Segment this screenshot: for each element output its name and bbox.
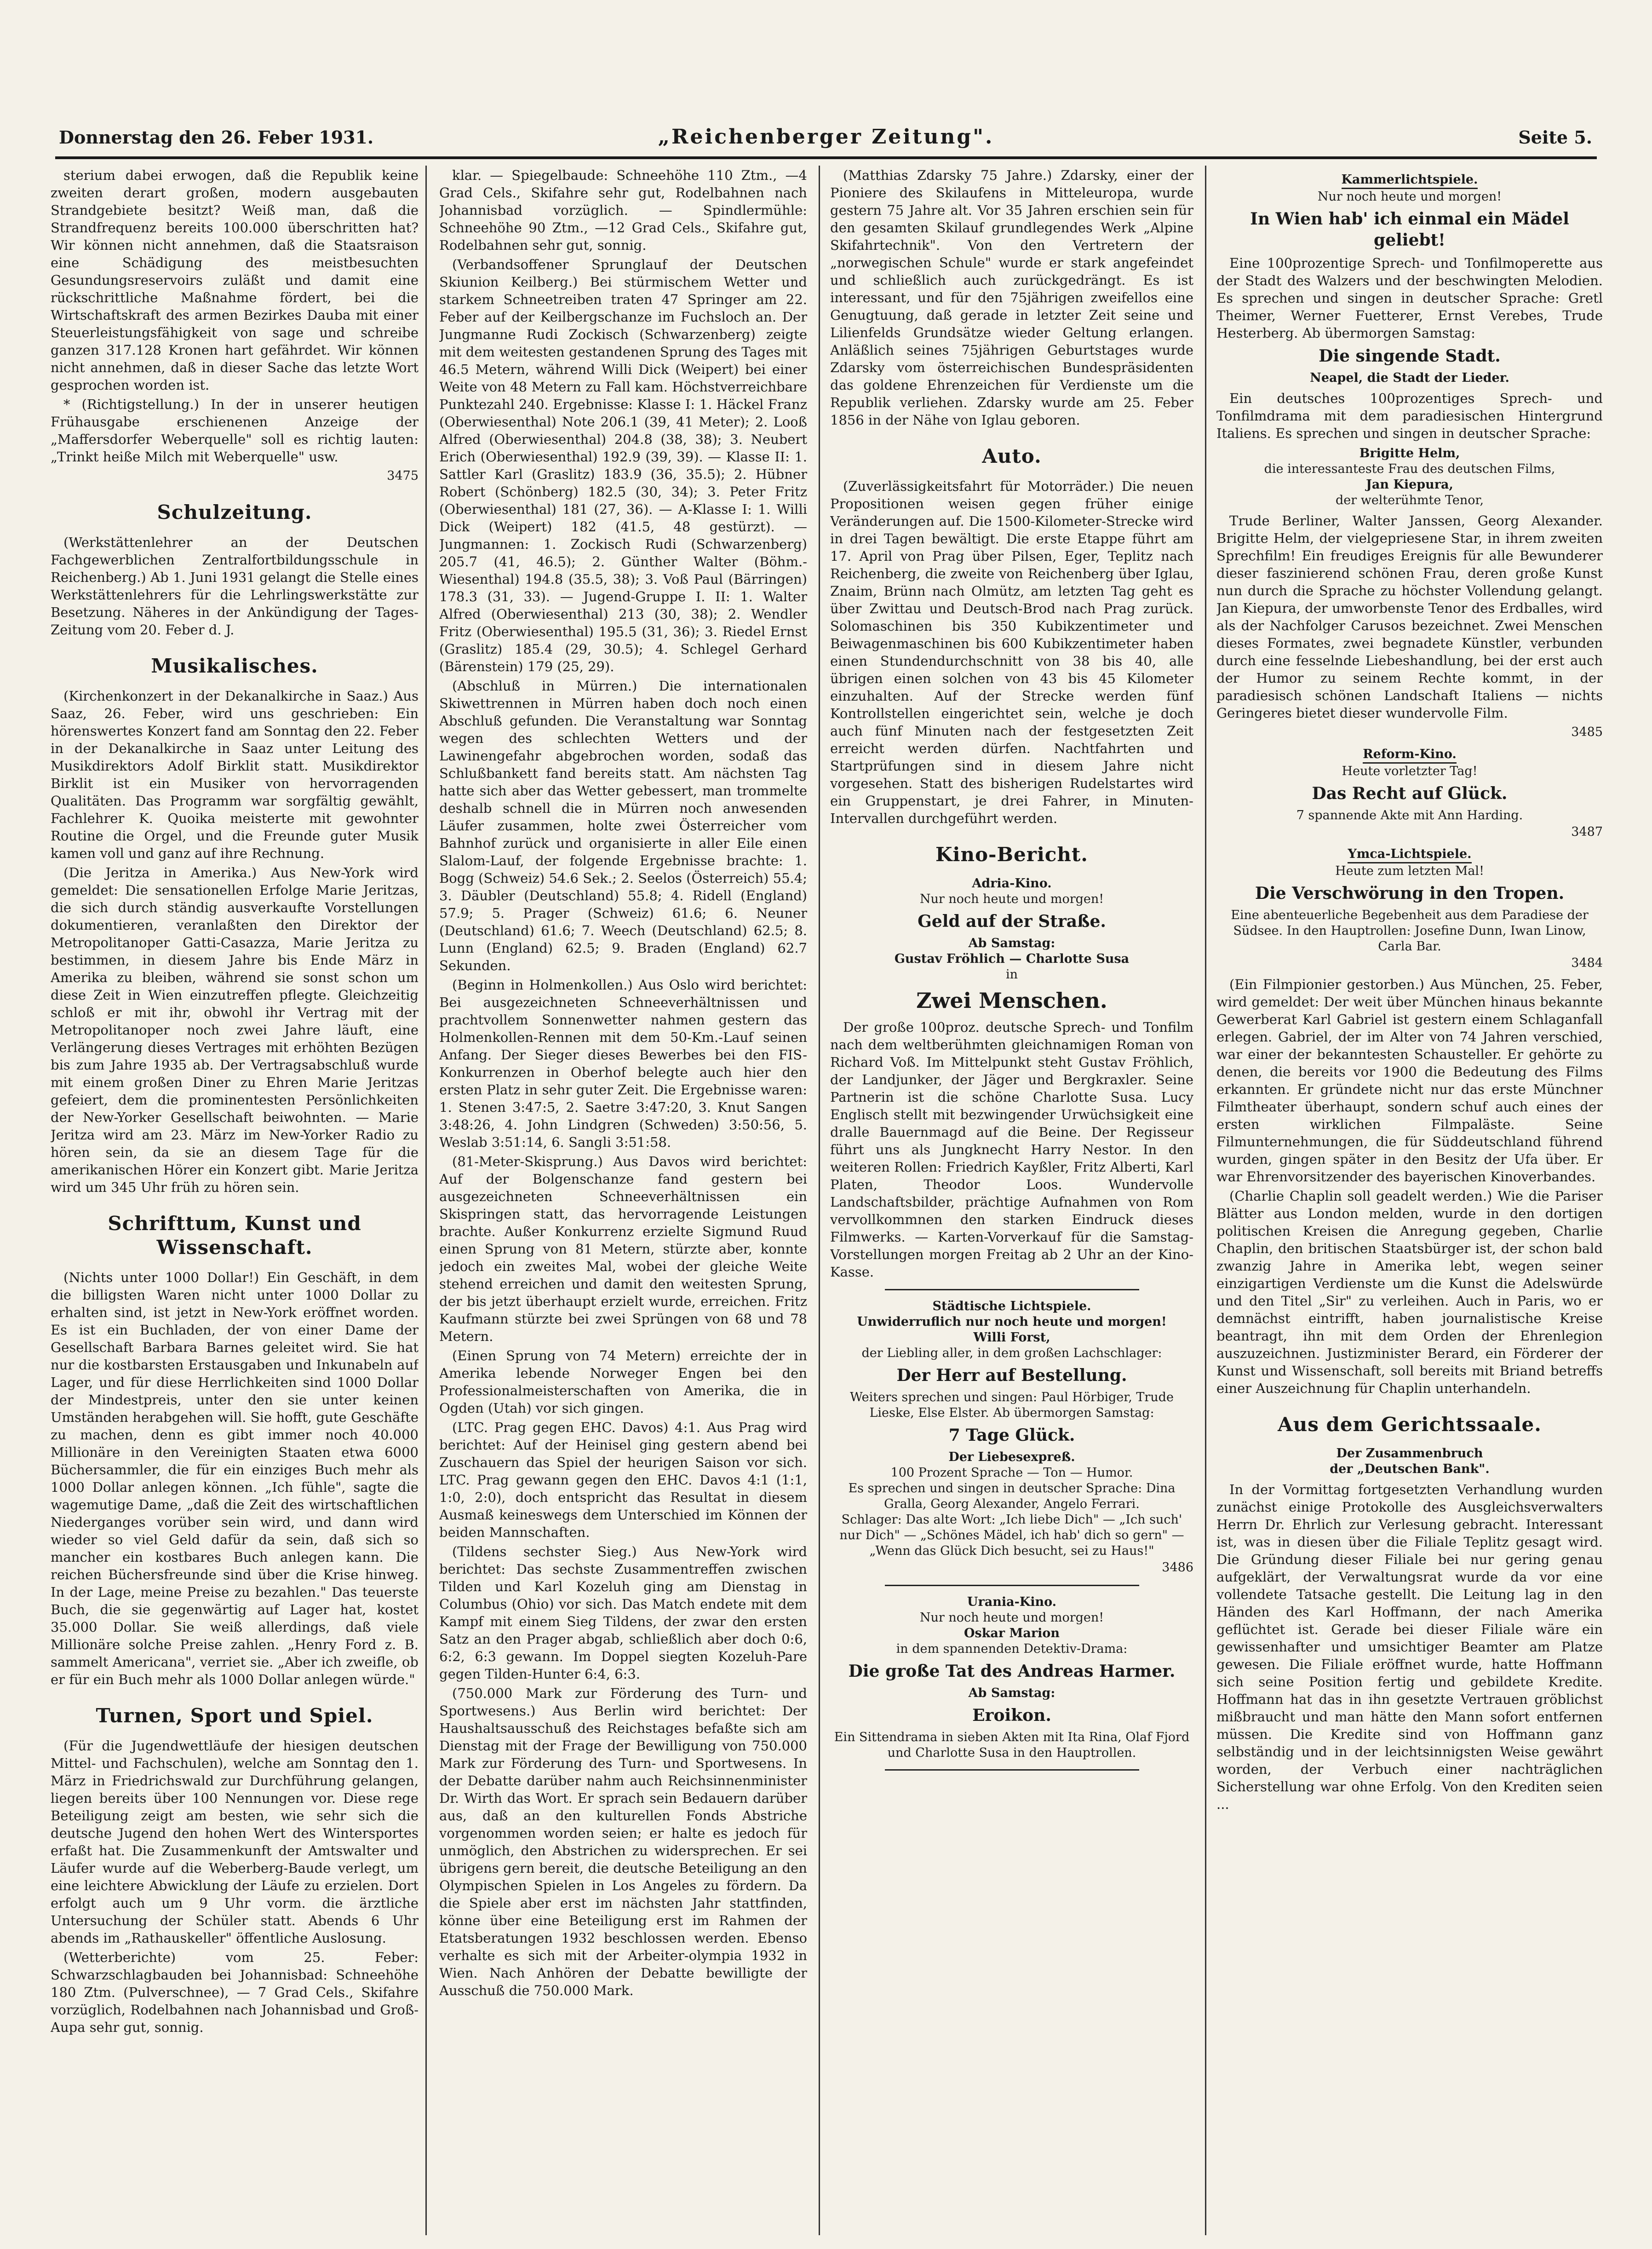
film-title: Das Recht auf Glück. — [1312, 784, 1508, 803]
article-paragraph: In der Vormittag fortgesetzten Verhandlung wurden zunächst einige Protokolle des Ausgleichsverwalters Herrn Dr. Ehrlich zur Verlesung gebracht. Interessant ist, was in diesen über die Filiale Teplitz gesagt wird. Die Gründung dieser Filiale bei nur gering genau aufgeklärt, der Verwaltungsrat wurde da vor eine vollendete Tatsache gestellt. Die Leitung lag in den Händen des Karl Hoffmann, der nach Amerika geflüchtet ist. Gerade bei dieser Filiale wäre ein gewissenhafter und umsichtiger Beamter am Platze gewesen. Die Filiale eröffnet wurde, hatte Hoffmann sich seine Position fertig und gebildete Kredite. Hoffmann hat das in ihn gesetzte Vertrauen gröblichst mißbraucht und man hätte den Mann sofort entfernen müssen. Die Kredite sind von Hoffmann ganz selbständig und in der leichtsinnigsten Weise gewährt worden, der Verbuch einer nachträglichen Sicherstellung war ohne Erfolg. Von den Krediten seien ... — [1216, 1482, 1603, 1812]
section-heading: Turnen, Sport und Spiel. — [96, 1704, 373, 1727]
column-2 — [439, 167, 807, 2232]
cinema-ad-adria — [830, 876, 1193, 1014]
film-title: Geld auf der Straße. — [918, 912, 1106, 931]
article-paragraph: (81-Meter-Skisprung.) Aus Davos wird berichtet: Auf der Bolgenschanze fand gestern bei ausgezeichneten Schneeverhältnissen ein Skispringen statt, das hervorragende Leistungen brachte. Außer Konkurrenz erzielte Sigmund Ruud einen Sprung von 81 Metern, stürzte aber, konnte jedoch ein zweites Mal, wobei der gleiche Weite stehend erreichen und damit den weitesten Sprung, der bis jetzt überhaupt erzielt wurde, erreichen. Fritz Kaufmann stürzte bei zwei Sprüngen von 68 und 78 Metern. — [439, 1154, 807, 1344]
article-paragraph: Trude Berliner, Walter Janssen, Georg Alexander. Brigitte Helm, der vielgepriesene Star, in ihrem zweiten Sprechfilm! Ein freudiges Ereignis für alle Bewunderer dieser faszinierend schönen Frau, deren große Kunst nun durch die Sprache zu höchster Vollendung gelangt. Jan Kiepura, der umworbenste Tenor des Erdballes, wird als der Nachfolger Carusos bezeichnet. Zwei Menschen dieses Formates, zwei begnadete Künstler, verbunden durch eine fesselnde Liebeshandlung, bei der erst auch der Humor zu seinem Rechte kommt, in der paradiesisch schönen Landschaft Italiens — nichts Geringeres bietet dieser wundervolle Film. — [1216, 513, 1603, 721]
article-paragraph: (Kirchenkonzert in der Dekanalkirche in Saaz.) Aus Saaz, 26. Feber, wird uns geschrieben: Ein hörenswertes Konzert fand am Sonntag den 22. Feber in der Dekanalkirche in Saaz unter Leitung des Musikdirektors Adolf Birklit statt. Musikdirektor Birklit ist ein Musiker von hervorragenden Qualitäten. Das Programm war sorgfältig gewählt, Fachlehrer K. Quoika meisterte mit gewohnter Routine die Orgel, und die Freunde guter Musik kamen voll und ganz auf ihre Rechnung. — [51, 688, 419, 861]
article-paragraph: (750.000 Mark zur Förderung des Turn- und Sportwesens.) Aus Berlin wird berichtet: Der Haushaltsausschuß des Reichstages befaßte sich am Dienstag mit der Frage der Bewilligung von 750.000 Mark zur Förderung des Turn- und Sportwesens. In der Debatte darüber nahm auch Reichsinnenminister Dr. Wirth das Wort. Er sprach sein Bedauern darüber aus, daß an den kulturellen Fonds Abstriche vorgenommen worden seien; er halte es jedoch für unmöglich, den Abstrichen zu widersprechen. Er sei übrigens gern bereit, die deutsche Beteiligung an den Olympischen Spielen in Los Angeles zu fördern. Da die Spiele aber erst im nächsten Jahr stattfinden, könne über eine Beteiligung erst im Rahmen der Etatsberatungen 1932 beschlossen werden. Ebenso verhalte es sich mit der Arbeiter-olympia 1932 in Wien. Nach Anhören der Debatte bewilligte der Ausschuß die 750.000 Mark. — [439, 1685, 807, 1998]
ad-line: Nur noch heute und morgen! — [919, 892, 1104, 906]
ad-line: Eine abenteuerliche Begebenheit aus dem Paradiese der Südsee. In den Hauptrollen: Josefine Dunn, Iwan Linow, Carla Bar. — [1231, 908, 1589, 954]
film-title: Die Verschwörung in den Tropen. — [1255, 884, 1565, 903]
cinema-name: Städtische Lichtspiele. — [932, 1299, 1091, 1313]
article-paragraph: Eine 100prozentige Sprech- und Tonfilmoperette aus der Stadt des Walzers und der beschwingten Melodien. Es sprechen und singen in deutscher Sprache: Gretl Theimer, Werner Fuetterer, Ernst Verebes, Trude Hesterberg. Ab übermorgen Samstag: — [1216, 255, 1603, 341]
ad-number: 3486 — [1162, 1560, 1193, 1575]
ad-line: Schlager: Das alte Wort: „Ich liebe Dich" — „Ich such' nur Dich" — „Schönes Mädel, ich hab' dich so gern" — „Wenn das Glück Dich besucht, sei zu Haus!" — [839, 1513, 1184, 1558]
column-divider — [819, 166, 820, 2235]
ad-block — [1216, 446, 1603, 508]
divider — [885, 1769, 1139, 1771]
actor-name: Brigitte Helm, — [1359, 446, 1460, 460]
article-paragraph: (Werkstättenlehrer an der Deutschen Fachgewerblichen Zentralfortbildungsschule in Reichenberg.) Ab 1. Juni 1931 gelangt die Stelle eines Werkstättenlehrers für die Lehrlingswerkstätte zur Besetzung. Näheres in der Ankündigung der Tages-Zeitung vom 20. Feber d. J. — [51, 535, 419, 638]
article-paragraph: (Ein Filmpionier gestorben.) Aus München, 25. Feber, wird gemeldet: Der weit über München hinaus bekannte Gewerberat Karl Gabriel ist gestern einem Schlaganfall erlegen. Gabriel, der im Alter von 74 Jahren verschied, war einer der bekanntesten Schausteller. Er gehörte zu denen, die bereits vor 1900 die Bedeutung des Films erkannten. Er gründete nicht nur das erste Münchner Filmtheater überhaupt, sondern schuf auch eines der ersten wirklichen Filmpaläste. Seine Filmunternehmungen, die für Süddeutschland führend wurden, gingen später in den Besitz der Ufa über. Er war Ehrenvorsitzender des bayerischen Kinoverbandes. — [1216, 977, 1603, 1185]
ad-number: 3485 — [1571, 725, 1603, 739]
article-paragraph: (Matthias Zdarsky 75 Jahre.) Zdarsky, einer der Pioniere des Skilaufens in Mitteleuropa, wurde gestern 75 Jahre alt. Vor 35 Jahren erschien sein für den gesamten Skilauf grundlegendes Werk „Alpine Skifahrtechnik". Von den Vertretern der „norwegischen Schule" wurde er stark angefeindet und schließlich auch zurückgedrängt. Es ist interessant, und für den 75jährigen zweifellos eine Genugtuung, daß gerade in letzter Zeit seine und Lilienfelds Grundsätze wieder Geltung erlangen. Anläßlich seines 75jährigen Geburtstages wurde Zdarsky vom österreichischen Bundespräsidenten das goldene Ehrenzeichen für Verdienste um die Republik verliehen. Zdarsky wurde am 25. Feber 1856 in der Nähe von Iglau geboren. — [830, 167, 1193, 428]
section-heading: Auto. — [982, 445, 1042, 467]
ad-line: in dem spannenden Detektiv-Drama: — [896, 1642, 1128, 1656]
film-title: Zwei Menschen. — [916, 988, 1107, 1013]
section-heading: Schulzeitung. — [157, 501, 312, 523]
cinema-ad-urania — [830, 1585, 1193, 1771]
ad-line: Nur noch heute und morgen! — [919, 1611, 1104, 1625]
newspaper-title: „Reichenberger Zeitung". — [658, 125, 994, 149]
cinema-name: Reform-Kino. — [1363, 747, 1457, 764]
ad-line: 7 spannende Akte mit Ann Harding. — [1296, 808, 1523, 823]
ad-line: Willi Forst, — [973, 1330, 1050, 1345]
ad-line: Nur noch heute und morgen! — [1317, 190, 1502, 204]
article-paragraph: (Zuverlässigkeitsfahrt für Motorräder.) Die neuen Propositionen weisen gegen früher einige Veränderungen auf. Die 1500-Kilometer-Strecke wird in drei Tagen bewältigt. Die erste Etappe führt am 17. April von Prag über Pilsen, Eger, Teplitz nach Reichenberg, die zweite von Reichenberg über Iglau, Znaim, Brünn nach Olmütz, am letzten Tag geht es über Zwittau und Deutsch-Brod nach Prag zurück. Solomaschinen bis 350 Kubikzentimeter und Beiwagenmaschinen bis 600 Kubikzentimeter haben einen Stundendurchschnitt von 38 bis 40, alle übrigen einen solchen von 43 bis 45 Kilometer einzuhalten. Auf der Strecke werden fünf Kontrollstellen eingerichtet sein, welche je doch auch fünf Minuten nach der festgesetzten Zeit erreicht werden dürfen. Nachtfahrten und Startprüfungen sind in diesem Jahre nicht vorgesehen. Statt des bisherigen Rudelstartes wird ein Gruppenstart, je drei Fahrer, in Minuten-Intervallen durchgeführt werden. — [830, 478, 1193, 826]
article-paragraph: (Einen Sprung von 74 Metern) erreichte der in Amerika lebende Norweger Engen bei den Professionalmeisterschaften von Amerika, die in Ogden (Utah) vor sich gingen. — [439, 1348, 807, 1416]
article-paragraph: Der große 100proz. deutsche Sprech- und Tonfilm nach dem weltberühmten gleichnamigen Roman von Richard Voß. Im Mittelpunkt steht Gustav Fröhlich, der Landjunker, der Jäger und Bergkraxler. Seine Partnerin ist die schöne Charlotte Susa. Lucy Englisch stellt mit bezwingender Urwüchsigkeit eine dralle Bauernmagd auf die Beine. Der Regisseur führt uns als Jungknecht Harry Nestor. In den weiteren Rollen: Friedrich Kayßler, Fritz Alberti, Karl Platen, Theodor Loos. Wundervolle Landschaftsbilder, prächtige Aufnahmen von Rom vervollkommnen den starken Eindruck dieses Filmwerks. — Karten-Vorverkauf für die Samstag-Vorstellungen morgen Freitag ab 2 Uhr an der Kino-Kasse. — [830, 1019, 1193, 1280]
ad-line: Neapel, die Stadt der Lieder. — [1310, 371, 1509, 385]
column-3 — [830, 167, 1193, 2232]
ad-block — [1216, 1446, 1603, 1477]
ad-number: 3487 — [1571, 825, 1603, 839]
ad-number: 3484 — [1571, 956, 1603, 970]
column-divider — [425, 166, 427, 2235]
article-paragraph: Ein deutsches 100prozentiges Sprech- und Tonfilmdrama mit dem paradiesischen Hintergrund Italiens. Es sprechen und singen in deutscher Sprache: — [1216, 391, 1603, 441]
ad-line: Unwiderruflich nur noch heute und morgen! — [857, 1315, 1167, 1329]
article-paragraph: sterium dabei erwogen, daß die Republik keine zweiten derart großen, modern ausgebauten Strandgebiete besitzt? Weiß man, daß die Strandfrequenz bereits 100.000 überschritten hat? Wir können nicht annehmen, daß die Staatsraison eine Schädigung des meistbesuchten Gesundungsreservoirs zuläßt und damit eine rückschrittliche Maßnahme fördert, bei die Wirtschaftskraft des armen Bezirkes Dauba mit einer Steuerleistungsfähigkeit von sage und schreibe ganzen 317.128 Kronen hart gefährdet. Wir können nicht annehmen, daß in dieser Sache das letzte Wort gesprochen worden ist. — [51, 167, 419, 393]
divider — [885, 1585, 1139, 1586]
cinema-name: Adria-Kino. — [972, 876, 1052, 891]
section-heading: Aus dem Gerichtssaale. — [1278, 1413, 1542, 1436]
section-heading: Kino-Bericht. — [935, 843, 1088, 866]
article-subheading: Der Zusammenbruch — [1336, 1446, 1483, 1461]
ad-line: die interessanteste Frau des deutschen Films, — [1264, 462, 1555, 476]
header-rule — [55, 156, 1597, 159]
article-paragraph: (Tildens sechster Sieg.) Aus New-York wird berichtet: Das sechste Zusammentreffen zwischen Tilden und Karl Kozeluh ging am Dienstag in Columbus (Ohio) vor sich. Das Match endete mit dem Kampf mit einem Sieg Tildens, der zwar den ersten Satz an den Prager abgab, schließlich aber doch 0:6, 6:2, 6:3 gewann. Im Doppel siegten Kozeluh-Pare gegen Tilden-Hunter 6:4, 6:3. — [439, 1544, 807, 1682]
ad-line: Oskar Marion — [964, 1626, 1060, 1640]
article-paragraph: (Nichts unter 1000 Dollar!) Ein Geschäft, in dem die billigsten Waren nicht unter 1000 Dollar zu erhalten sind, ist jetzt in New-York eröffnet worden. Es ist ein Buchladen, der von einer Dame der Gesellschaft Barbara Barnes geleitet wird. Sie hat nur die kostbarsten Erstausgaben und Inkunabeln auf Lager, und für diese Herrlichkeiten sind 1000 Dollar der Mindestpreis, unter den sie unter keinen Umständen herabgehen will. Sie hofft, gute Geschäfte zu machen, denn es gibt immer noch 40.000 Millionäre in den Vereinigten Staaten etwa 6000 Büchersammler, die für ein einziges Buch mehr als 1000 Dollar anlegen können. „Ich fühle", sagte die wagemutige Dame, „daß die Zeit des wirtschaftlichen Niederganges vorüber sein wird, und dann wird wieder so viel Geld dafür da sein, daß sich so mancher ein kostbares Buch anlegen kann. Die reichen Büchersfreunde sind über die Krise hinweg. In der Lage, meine Preise zu bezahlen." Das teuerste Buch, die sie gegenwärtig auf Lager hat, kostet 35.000 Dollar. Sie weiß allerdings, daß viele Millionäre solche Preise zahlen. „Henry Ford z. B. sammelt Americana", verriet sie. „Aber ich zweifle, ob er für ein Buch mehr als 1000 Dollar anlegen würde." — [51, 1270, 419, 1687]
section-heading: Schrifttum, Kunst und Wissenschaft. — [108, 1212, 361, 1259]
divider — [885, 1289, 1139, 1290]
cinema-name: Ymca-Lichtspiele. — [1348, 846, 1471, 863]
ad-number: 3475 — [387, 469, 419, 483]
actor-name: Jan Kiepura, — [1366, 477, 1453, 492]
article-paragraph: (Wetterberichte) vom 25. Feber: Schwarzschlagbauden bei Johannisbad: Schneehöhe 180 Ztm. (Pulverschnee), — 7 Grad Cels., Skifahre vorzüglich, Rodelbahnen nach Johannisbad und Groß-Aupa sehr gut, sonnig. — [51, 1950, 419, 2035]
article-paragraph: * (Richtigstellung.) In der in unserer heutigen Frühausgabe erschienenen Anzeige der „Maffersdorfer Weberquelle" soll es richtig lauten: „Trinkt heiße Milch mit Weberquelle" usw. — [51, 397, 419, 465]
article-paragraph: (Abschluß in Mürren.) Die internationalen Skiwettrennen in Mürren haben doch noch einen Abschluß gefunden. Die Veranstaltung war Sonntag wegen des schlechten Wetters und der Lawinengefahr abgebrochen worden, sodaß das Schlußbankett fand bereits statt. Am nächsten Tag hatte sich aber das Wetter gebessert, man trommelte deshalb schnell die in Mürren noch anwesenden Läufer zusammen, holte zwei Österreicher vom Bahnhof zurück und organisierte in aller Eile einen Slalom-Lauf, der folgende Ergebnisse brachte: 1. Bogg (Schweiz) 54.6 Sek.; 2. Seelos (Österreich) 55.4; 3. Däubler (Deutschland) 55.8; 4. Ridell (England) 57.9; 5. Prager (Schweiz) 61.6; 6. Neuner (Deutschland) 61.6; 7. Weech (Deutschland) 62.5; 8. Lunn (England) 62.5; 9. Braden (England) 62.7 Sekunden. — [439, 678, 807, 973]
ad-line: Der Liebesexpreß. — [948, 1450, 1075, 1464]
article-paragraph: (Charlie Chaplin soll geadelt werden.) Wie die Pariser Blätter aus London melden, wurde in den dortigen politischen Kreisen die Anregung gegeben, Charlie Chaplin, den britischen Staatsbürger ist, der schon bald zwanzig Jahre in Amerika lebt, wegen seiner einzigartigen Verdienste um die Kunst die Adelswürde und den Titel „Sir" zu verleihen. Auch in Paris, wo er demnächst eintrifft, haben journalistische Kreise beantragt, ihn mit dem Orden der Ehrenlegion auszuzeichnen. Justizminister Berard, ein Förderer der Kunst und Wissenschaft, soll bereits mit Briand betreffs einer Auszeichnung für Chaplin unterhandeln. — [1216, 1188, 1603, 1396]
article-subheading: der „Deutschen Bank". — [1330, 1462, 1490, 1476]
article-paragraph: (Die Jeritza in Amerika.) Aus New-York wird gemeldet: Die sensationellen Erfolge Marie Jeritzas, die sich durch ständig ausverkaufte Vorstellungen dokumentieren, veranlaßten den Direktor der Metropolitanoper Gatti-Casazza, Marie Jeritza zu bestimmen, in diesem Jahre bis Ende März in Amerika zu bleiben, während sie sonst schon um diese Zeit in Wien einzutreffen pflegte. Gleichzeitig schloß er mit ihr, obwohl ihr Vertrag mit der Metropolitanoper noch zwei Jahre läuft, eine Verlängerung dieses Vertrages mit erhöhten Bezügen bis zum Jahre 1935 ab. Der Vertragsabschluß wurde mit einem großen Diner zu Ehren Marie Jeritzas gefeiert, dem die prominentesten Persönlichkeiten der New-Yorker Gesellschaft beiwohnten. — Marie Jeritza wird am 23. März im New-Yorker Radio zu hören sein, da sie an diesem Tage für die amerikanischen Hörer ein Konzert gibt. Marie Jeritza wird um 345 Uhr früh zu hören sein. — [51, 865, 419, 1195]
cinema-name: Kammerlichtspiele. — [1342, 172, 1478, 189]
page-header — [55, 123, 1597, 150]
film-title: Die große Tat des Andreas Harmer. — [848, 1662, 1176, 1681]
ad-line: Weiters sprechen und singen: Paul Hörbiger, Trude Lieske, Else Elster. Ab übermorgen Samstag: — [850, 1390, 1174, 1420]
ad-line: 100 Prozent Sprache — Ton — Humor. — [890, 1466, 1133, 1480]
cinema-ad-ymca — [1216, 845, 1603, 972]
section-heading: Musikalisches. — [151, 655, 318, 677]
ad-line: Ab Samstag: — [968, 1686, 1055, 1700]
ad-line: der Liebling aller, in dem großen Lachschlager: — [861, 1346, 1162, 1360]
cinema-name: Urania-Kino. — [967, 1595, 1057, 1609]
film-title: 7 Tage Glück. — [948, 1426, 1075, 1445]
cinema-ad-kammer — [1216, 170, 1603, 251]
cinema-ad-reform — [1216, 745, 1603, 841]
ad-block — [1216, 345, 1603, 386]
article-paragraph: (Für die Jugendwettläufe der hiesigen deutschen Mittel- und Fachschulen), welche am Sonntag den 1. März in Friedrichswald zur Durchführung gelangen, liegen bereits über 100 Nennungen vor. Diese rege Beteiligung zeigt am besten, wie sehr sich die deutsche Jugend den hohen Wert des Wintersportes erfaßt hat. Die Zusammenkunft der Amtswalter und Läufer wurde auf die Weberberg-Baude verlegt, um eine leichtere Abwicklung der Läufe zu erzielen. Dort erfolgt auch um 9 Uhr vorm. die ärztliche Untersuchung der Schüler statt. Abends 6 Uhr abends im „Rathauskeller" öffentliche Auslosung. — [51, 1738, 419, 1946]
article-paragraph: (LTC. Prag gegen EHC. Davos) 4:1. Aus Prag wird berichtet: Auf der Heinisel ging gestern abend bei Zuschauern das Spiel der heurigen Saison vor sich. LTC. Prag gewann gegen den EHC. Davos 4:1 (1:1, 1:0, 2:0), doch entspricht das Resultat in diesem Ausmaß keineswegs dem Unterschied im Können der beiden Mannschaften. — [439, 1420, 807, 1540]
ad-line: der welterühmte Tenor, — [1335, 493, 1484, 507]
film-title: Eroikon. — [972, 1706, 1051, 1725]
cinema-ad-staedtische — [830, 1289, 1193, 1576]
film-title: Die singende Stadt. — [1319, 346, 1501, 366]
column-1 — [51, 167, 419, 2232]
film-title: Der Herr auf Bestellung. — [896, 1366, 1127, 1385]
ad-line: Ein Sittendrama in sieben Akten mit Ita Rina, Olaf Fjord und Charlotte Susa in den Hauptrollen. — [834, 1730, 1190, 1760]
column-divider — [1205, 166, 1206, 2235]
ad-line: in — [1005, 967, 1018, 982]
page-number: Seite 5. — [1518, 127, 1592, 148]
header-date: Donnerstag den 26. Feber 1931. — [59, 127, 374, 148]
ad-line: Es sprechen und singen in deutscher Sprache: Dina Gralla, Georg Alexander, Angelo Ferrari. — [848, 1481, 1176, 1511]
ad-line: Heute zum letzten Mal! — [1335, 864, 1484, 878]
article-paragraph: (Beginn in Holmenkollen.) Aus Oslo wird berichtet: Bei ausgezeichneten Schneeverhältnissen und prachtvollem Sonnenwetter nahmen gestern das Holmenkollen-Rennen mit dem 50-Km.-Lauf seinen Anfang. Der Sieger dieses Bewerbes bei den FIS-Konkurrenzen in Oberhof belegte auch hier den ersten Platz in sehr guter Zeit. Die Ergebnisse waren: 1. Stenen 3:47:5, 2. Saetre 3:47:20, 3. Knut Sangen 3:48:26, 4. John Lindgren (Schweden) 3:50:56, 5. Weslab 3:51:14, 6. Sangli 3:51:58. — [439, 977, 807, 1150]
article-paragraph: (Verbandsoffener Sprunglauf der Deutschen Skiunion Keilberg.) Bei stürmischem Wetter und starkem Schneetreiben traten 47 Springer am 22. Feber auf der Keilbergschanze im Fuchsloch an. Der Jungmanne Rudi Zockisch (Schwarzenberg) zeigte mit dem weitesten gestandenen Sprung des Tages mit 46.5 Metern, während Willi Dick (Weipert) bei einer Weite von 48 Metern zu Fall kam. Höchstverreichbare Punktezahl 240. Ergebnisse: Klasse I: 1. Häckel Franz (Oberwiesenthal) Note 206.1 (39, 41 Meter); 2. Looß Alfred (Oberwiesenthal) 204.8 (38, 38); 3. Neubert Erich (Oberwiesenthal) 192.9 (39, 39). — Klasse II: 1. Sattler Karl (Graslitz) 183.9 (36, 35.5); 2. Hübner Robert (Schönberg) 182.5 (30, 34); 3. Peter Fritz (Oberwiesenthal) 181 (27, 36). — A-Klasse I: 1. Willi Dick (Weipert) 182 (41.5, 48 gestürzt). — Jungmannen: 1. Zockisch Rudi (Schwarzenberg) 205.7 (41, 46.5); 2. Günther Walter (Böhm.-Wiesenthal) 194.8 (35.5, 38); 3. Voß Paul (Bärringen) 178.3 (31, 33). — Jugend-Gruppe I. II: 1. Walter Alfred (Oberwiesenthal) 213 (30, 38); 2. Wendler Fritz (Oberwiesenthal) 195.5 (31, 36); 3. Riedel Ernst (Graslitz) 185.4 (29, 30.5); 4. Schlegel Gerhard (Bärenstein) 179 (25, 29). — [439, 257, 807, 674]
column-4 — [1216, 167, 1603, 2232]
article-paragraph: klar. — Spiegelbaude: Schneehöhe 110 Ztm., —4 Grad Cels., Skifahre sehr gut, Rodelbahnen nach Johannisbad vorzüglich. — Spindlermühle: Schneehöhe 90 Ztm., —12 Grad Cels., Skifahre gut, Rodelbahnen sehr gut, sonnig. — [439, 167, 807, 253]
ad-line: Heute vorletzter Tag! — [1342, 764, 1478, 778]
ad-line: Gustav Fröhlich — Charlotte Susa — [894, 952, 1130, 966]
film-title: In Wien hab' ich einmal ein Mädel geliebt! — [1250, 209, 1569, 250]
ad-line: Ab Samstag: — [968, 936, 1055, 950]
